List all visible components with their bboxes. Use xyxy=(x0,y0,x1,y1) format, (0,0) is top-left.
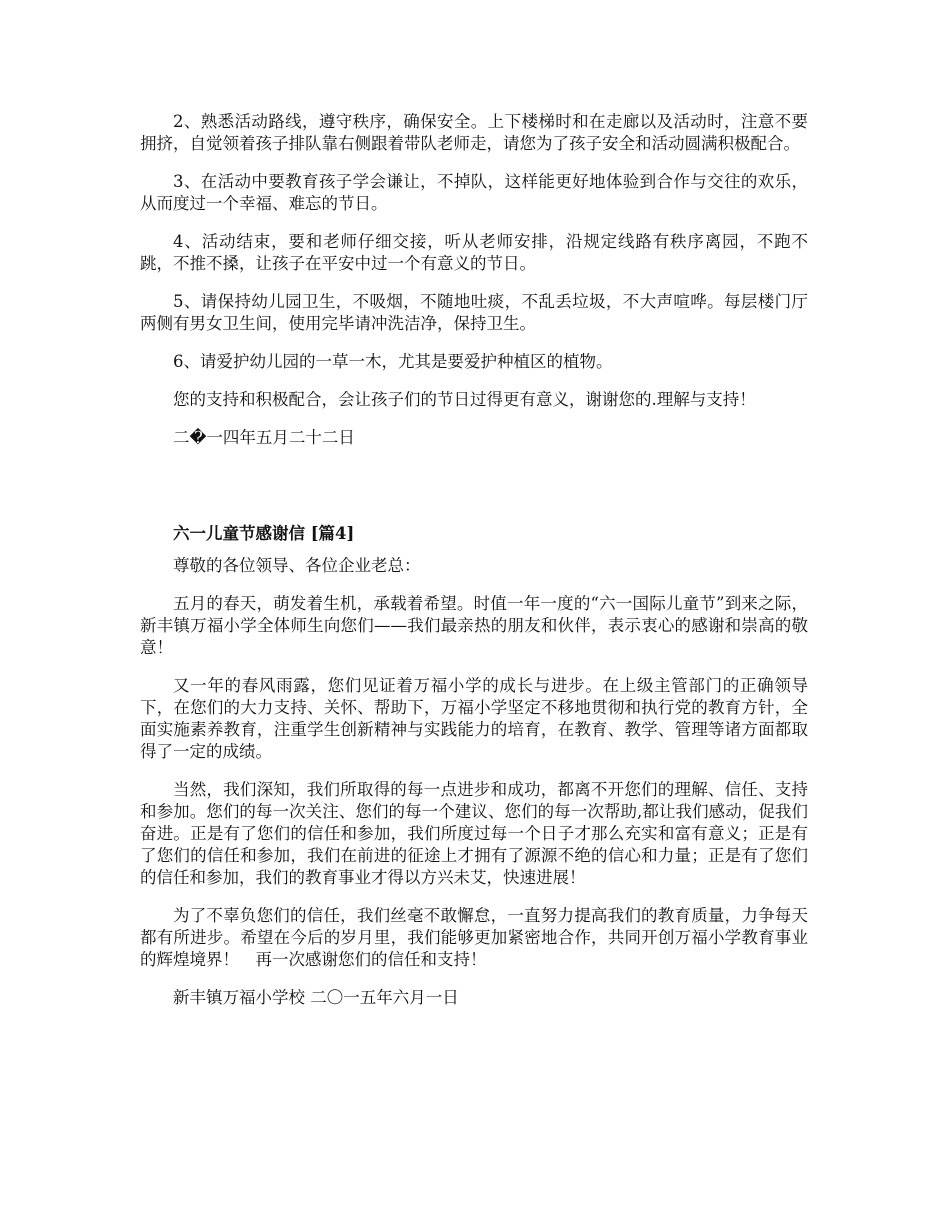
letter-date: 二�一四年五月二十二日 xyxy=(173,428,355,447)
body-paragraph: 为了不辜负您们的信任，我们丝毫不敢懈怠，一直努力提高我们的教育质量，力争每天都有所进步。希望在今后的岁月里，我们能够更加紧密地合作，共同开创万福小学教育事业的辉煌境界！ 再一次感谢您们的信任和支持！ xyxy=(140,906,808,969)
list-item-5: 5、请保持幼儿园卫生，不吸烟，不随地吐痰，不乱丢垃圾，不大声喧哗。每层楼门厅两侧有男女卫生间，使用完毕请冲洗洁净，保持卫生。 xyxy=(140,292,808,333)
list-item-2: 2、熟悉活动路线，遵守秩序，确保安全。上下楼梯时和在走廊以及活动时，注意不要拥挤，自觉领着孩子排队靠右侧跟着带队老师走，请您为了孩子安全和活动圆满积极配合。 xyxy=(140,112,808,153)
body-paragraph: 五月的春天，萌发着生机，承载着希望。时值一年一度的“六一国际儿童节”到来之际，新丰镇万福小学全体师生向您们——我们最亲热的朋友和伙伴，表示衷心的感谢和崇高的敬意！ xyxy=(140,594,808,657)
document-page xyxy=(140,111,808,1025)
salutation: 尊敬的各位领导、各位企业老总： xyxy=(173,556,421,575)
list-item-4: 4、活动结束，要和老师仔细交接，听从老师安排，沿规定线路有秩序离园，不跑不跳，不推不搡，让孩子在平安中过一个有意义的节日。 xyxy=(140,232,808,273)
body-paragraph: 又一年的春风雨露，您们见证着万福小学的成长与进步。在上级主管部门的正确领导下，在您们的大力支持、关怀、帮助下，万福小学坚定不移地贯彻和执行党的教育方针，全面实施素养教育，注重学生创新精神与实践能力的培育，在教育、教学、管理等诸方面都取得了一定的成绩。 xyxy=(140,676,808,761)
list-item-3: 3、在活动中要教育孩子学会谦让，不掉队，这样能更好地体验到合作与交往的欢乐，从而度过一个幸福、难忘的节日。 xyxy=(140,172,808,213)
signature-line: 新丰镇万福小学校 二〇一五年六月一日 xyxy=(173,988,459,1007)
section-heading: 六一儿童节感谢信 [篇4] xyxy=(173,524,355,543)
body-paragraph: 当然，我们深知，我们所取得的每一点进步和成功，都离不开您们的理解、信任、支持和参加。您们的每一次关注、您们的每一个建议、您们的每一次帮助,都让我们感动，促我们奋进。正是有了您们的信任和参加，我们所度过每一个日子才那么充实和富有意义；正是有了您们的信任和参加，我们在前进的征途上才拥有了源源不绝的信心和力量；正是有了您们的信任和参加，我们的教育事业才得以方兴未艾，快速进展！ xyxy=(140,780,808,887)
closing-paragraph: 您的支持和积极配合，会让孩子们的节日过得更有意义，谢谢您的.理解与支持！ xyxy=(173,390,756,409)
list-item-6: 6、请爱护幼儿园的一草一木，尤其是要爱护种植区的植物。 xyxy=(173,352,613,371)
section-divider-space xyxy=(140,465,808,523)
